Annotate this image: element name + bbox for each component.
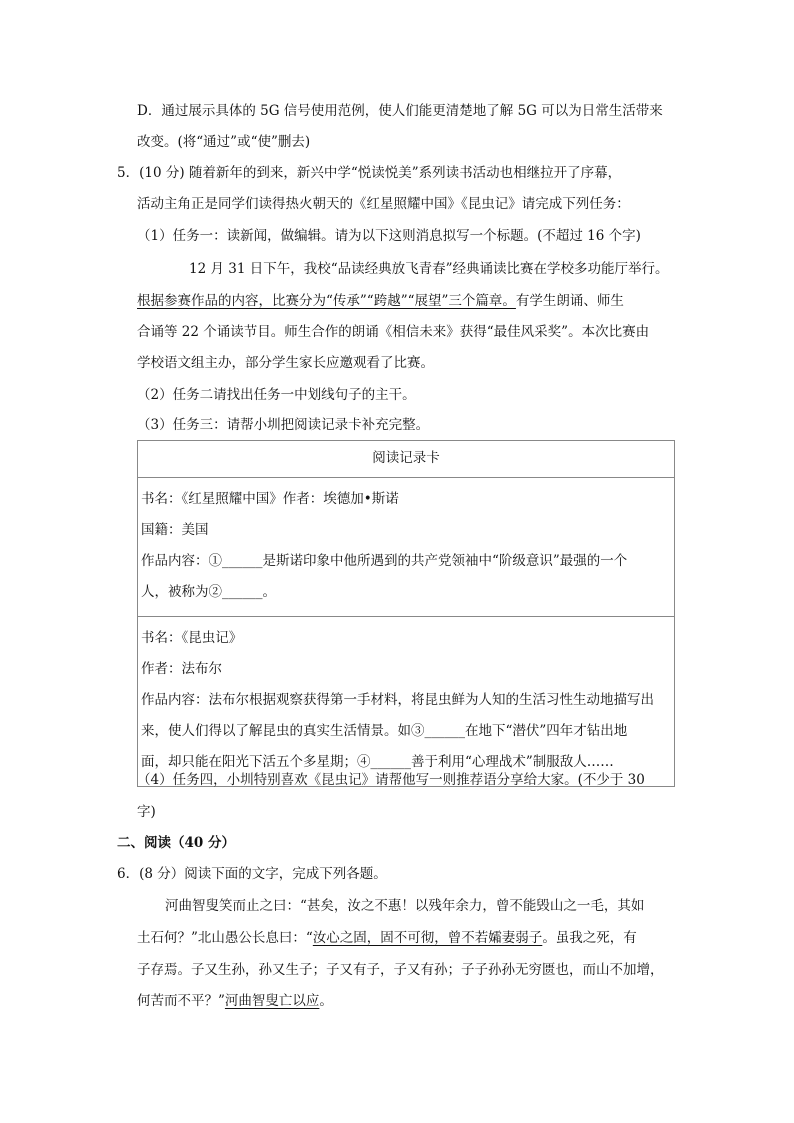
option-d-line2: 改变。(将“通过”或“使”删去) [137, 134, 311, 150]
reading-record-card [137, 440, 675, 787]
underlined-phrase-2: 河曲智叟亡以应 [224, 993, 320, 1009]
book-2-content-line1: 作品内容：法布尔根据观察获得第一手材料，将昆虫鲜为人知的生活习性生动地描写出 [141, 692, 654, 708]
book-2-content-line2: 来，使人们得以了解昆虫的真实生活情景。如③______在地下“潜伏”四年才钻出地 [141, 723, 628, 739]
news-line-2 [137, 291, 624, 311]
passage-line-4 [137, 991, 333, 1011]
card-title: 阅读记录卡 [138, 441, 675, 478]
passage-line-2-end: 。虽我之死，有 [542, 930, 637, 946]
section-heading-reading: 二、阅读（40 分） [117, 835, 235, 851]
book-1-title-author: 书名：《红星照耀中国》作者：埃德加•斯诺 [141, 491, 399, 507]
passage-line-3: 子存焉。子又生孙，孙又生子；子又有子，子又有孙；子子孙孙无穷匮也，而山不加增， [137, 962, 664, 978]
question-5-intro: 5．(10 分) 随着新年的到来，新兴中学“悦读悦美”系列读书活动也相继拉开了序幕， [117, 165, 622, 181]
book-1-content-line2: 人，被称为②______。 [141, 584, 276, 600]
passage-line-4-start: 何苦而不平？” [137, 993, 225, 1009]
book-2-author: 作者：法布尔 [141, 661, 222, 677]
option-d-line1: D．通过展示具体的 5G 信号使用范例，使人们能更清楚地了解 5G 可以为日常生活带来 [137, 103, 663, 119]
news-line-1: 12 月 31 日下午，我校“品读经典放飞青春”经典诵读比赛在学校多功能厅举行。 [189, 261, 669, 277]
book-1-content-line1: 作品内容：①______是斯诺印象中他所遇到的共产党领袖中“阶级意识”最强的一个 [141, 553, 628, 569]
book-2-content-line3: 面，却只能在阳光下活五个多星期；④______善于利用“心理战术”制服敌人…… [141, 754, 614, 770]
underlined-phrase-1: 汝心之固，固不可彻，曾不若孀妻弱子 [312, 930, 543, 946]
passage-line-2 [137, 928, 637, 948]
passage-line-1: 河曲智叟笑而止之曰：“甚矣，汝之不惠！以残年余力，曾不能毁山之一毛，其如 [165, 898, 645, 914]
task-1: （1）任务一：读新闻，做编辑。请为以下这则消息拟写一个标题。(不超过 16 个字) [137, 228, 641, 244]
card-book-2 [138, 617, 675, 787]
passage-line-2-start: 土石何？”北山愚公长息曰：“ [137, 930, 313, 946]
task-2: （2）任务二请找出任务一中划线句子的主干。 [137, 387, 416, 403]
book-2-title: 书名：《昆虫记》 [141, 630, 243, 646]
passage-line-4-end: 。 [319, 993, 333, 1009]
question-6-intro: 6．(8 分）阅读下面的文字，完成下列各题。 [117, 866, 387, 882]
news-line-2-rest: 有学生朗诵、师生 [515, 293, 624, 309]
task-4: （4）任务四，小圳特别喜欢《昆虫记》请帮他写一则推荐语分享给大家。(不少于 30 [137, 772, 645, 788]
book-1-nationality: 国籍：美国 [141, 522, 209, 538]
task-3: （3）任务三：请帮小圳把阅读记录卡补充完整。 [137, 417, 430, 433]
underlined-sentence: 根据参赛作品的内容，比赛分为“传承”“跨越”“展望”三个篇章。 [137, 293, 516, 309]
news-line-4: 学校语文组主办，部分学生家长应邀观看了比赛。 [137, 355, 434, 371]
task-4-cont: 字) [137, 804, 156, 820]
card-book-1 [138, 478, 675, 617]
news-line-3: 合诵等 22 个诵读节目。师生合作的朗诵《相信未来》获得“最佳风采奖”。本次比赛由 [137, 324, 650, 340]
question-5-intro-cont: 活动主角正是同学们读得热火朝天的《红星照耀中国》《昆虫记》请完成下列任务： [137, 196, 630, 212]
